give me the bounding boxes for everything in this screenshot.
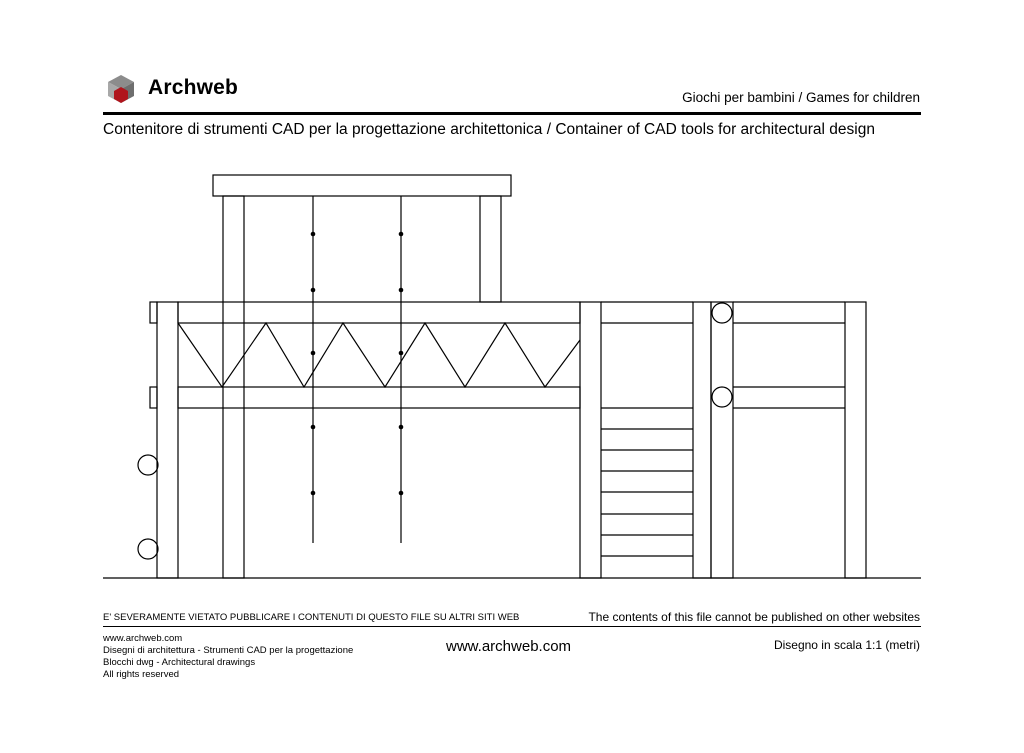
category-title: Giochi per bambini / Games for children	[682, 90, 920, 105]
footer-line: www.archweb.com	[103, 633, 183, 644]
footer-line: Blocchi dwg - Architectural drawings	[103, 657, 256, 668]
right-frame	[711, 302, 866, 578]
footer-rule	[103, 626, 921, 627]
drawing-scale: Disegno in scala 1:1 (metri)	[773, 638, 920, 652]
ladder-section	[580, 302, 711, 578]
truss-bridge	[178, 302, 580, 408]
page-subtitle: Contenitore di strumenti CAD per la progettazione architettonica / Container of CAD tools for architectural design	[103, 121, 875, 138]
copyright-warning-en: The contents of this file cannot be published on other websites	[588, 610, 920, 624]
climbing-ropes	[311, 196, 404, 543]
footer-line: Disegni di architettura - Strumenti CAD per la progettazione	[103, 645, 354, 656]
left-post-and-rings	[138, 302, 178, 578]
footer-info	[103, 633, 353, 681]
copyright-warning-it: E' SEVERAMENTE VIETATO PUBBLICARE I CONTENUTI DI QUESTO FILE SU ALTRI SITI WEB	[103, 612, 520, 623]
tower-structure	[213, 175, 511, 578]
footer-site-link[interactable]: www.archweb.com	[446, 638, 572, 655]
footer-line: All rights reserved	[103, 669, 180, 680]
brand-name: Archweb	[148, 76, 239, 99]
